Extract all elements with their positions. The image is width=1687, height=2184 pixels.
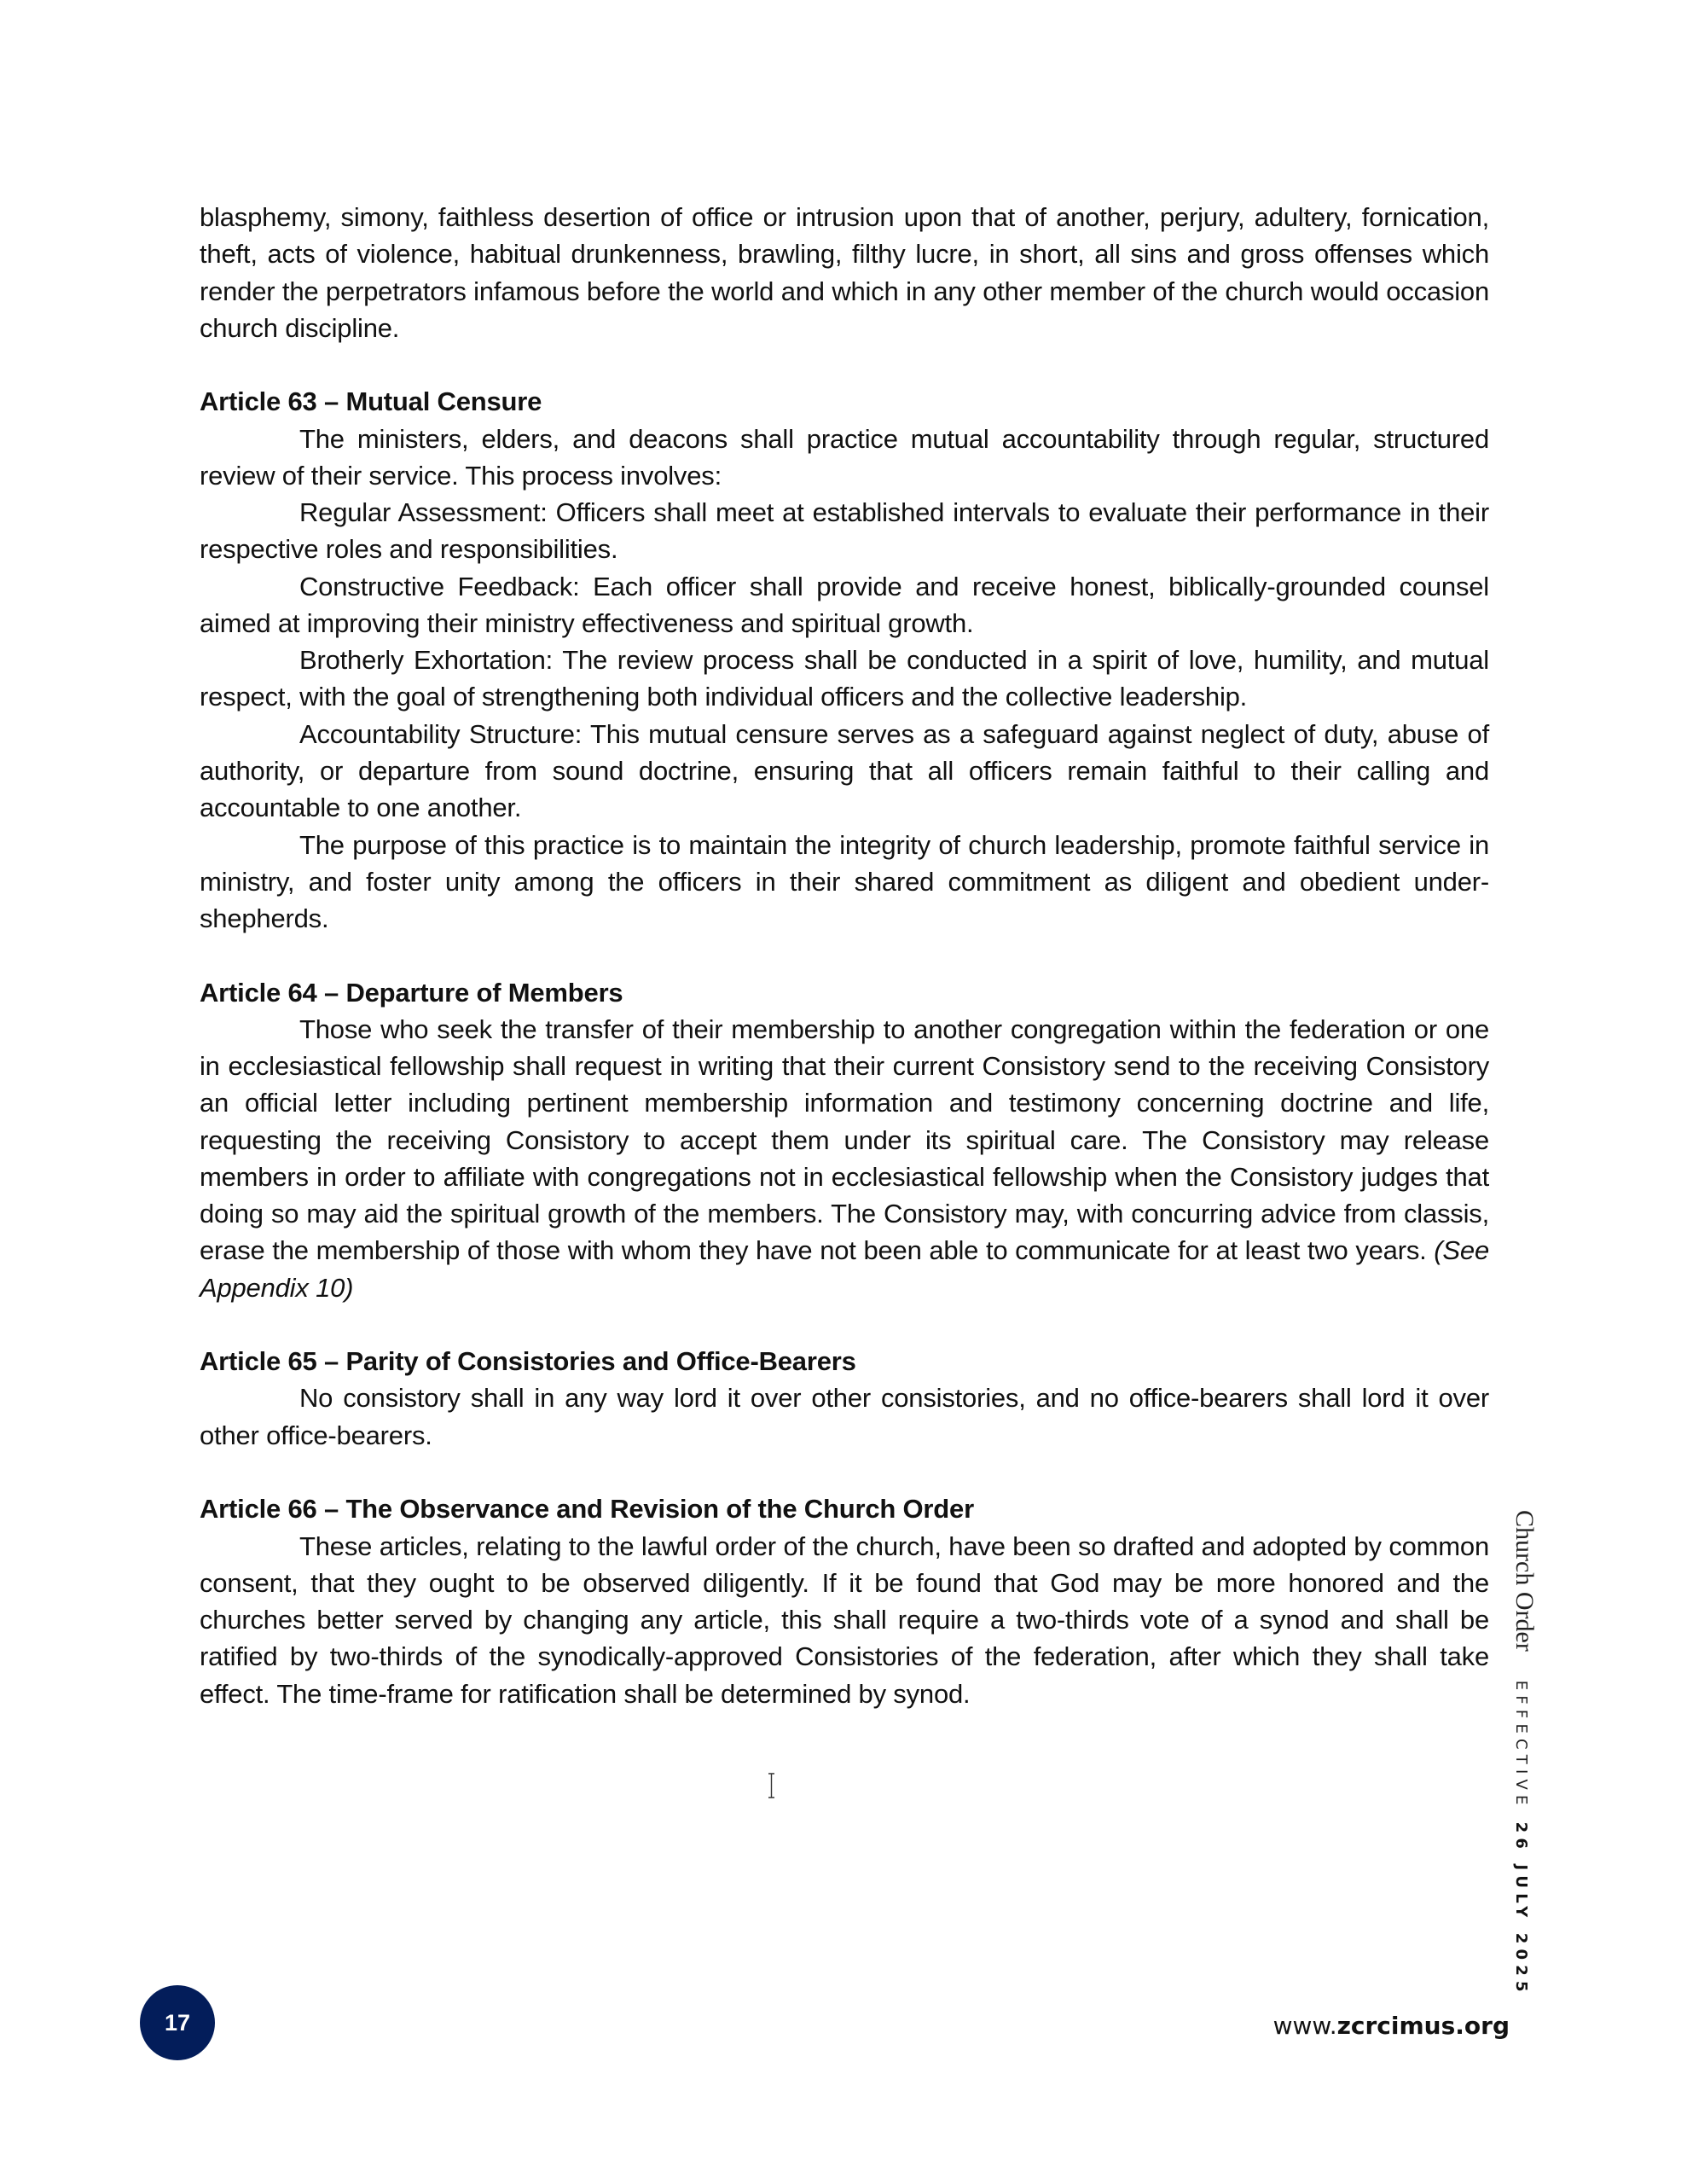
- article-paragraph: Regular Assessment: Officers shall meet at established intervals to evaluate their performance in their respective roles and responsibilities.: [200, 497, 1489, 565]
- article-paragraph: No consistory shall in any way lord it over other consistories, and no office-bearers shall lord it over other office-bearers.: [200, 1383, 1489, 1450]
- article-65: [200, 1306, 1489, 1454]
- article-paragraph: Brotherly Exhortation: The review process shall be conducted in a spirit of love, humility, and mutual respect, with the goal of strengthening both individual officers and the collective leadership.: [200, 645, 1489, 712]
- effective-label: EFFECTIVE: [1512, 1680, 1530, 1810]
- article-paragraph: Constructive Feedback: Each officer shall provide and receive honest, biblically-grounded counsel aimed at improving their ministry effectiveness and spiritual growth.: [200, 571, 1489, 638]
- effective-date: 26 JULY 2025: [1512, 1821, 1530, 1997]
- side-label: [1510, 1510, 1539, 1997]
- site-url: [1273, 2012, 1510, 2040]
- article-paragraph: [200, 1011, 1489, 1306]
- article-heading: Article 64 – Departure of Members: [200, 977, 623, 1008]
- text-cursor-icon: [768, 1773, 775, 1798]
- paragraph-text: Those who seek the transfer of their membership to another congregation within the federation or one in ecclesiastical fellowship shall request in writing that their current Consistory send to the receiving Consistory an official letter including pertinent membership information and testimony concerning doctrine and life, requesting the receiving Consistory to accept them under its spiritual care. The Consistory may release members in order to affiliate with congregations not in ecclesiastical fellowship when the Consistory judges that doing so may aid the spiritual growth of the members. The Consistory may, with concurring advice from classis, erase the membership of those with whom they have not been able to communicate for at least two years.: [200, 1014, 1489, 1266]
- article-64: [200, 937, 1489, 1306]
- document-body: [200, 199, 1489, 1712]
- article-heading: Article 65 – Parity of Consistories and Office-Bearers: [200, 1346, 856, 1377]
- article-heading: Article 66 – The Observance and Revision of the Church Order: [200, 1494, 974, 1525]
- article-paragraph: Accountability Structure: This mutual censure serves as a safeguard against neglect of duty, abuse of authority, or departure from sound doctrine, ensuring that all officers remain faithful to their calling and accountable to one another.: [200, 718, 1489, 823]
- article-66: [200, 1454, 1489, 1712]
- article-paragraph: The ministers, elders, and deacons shall practice mutual accountability through regular, structured review of their service. This process involves:: [200, 423, 1489, 491]
- page-number: 17: [164, 2009, 191, 2036]
- article-63: [200, 346, 1489, 937]
- article-heading: Article 63 – Mutual Censure: [200, 386, 542, 417]
- article-paragraph: The purpose of this practice is to maintain the integrity of church leadership, promote faithful service in ministry, and foster unity among the officers in their shared commitment as diligent and obedient under-shepherds.: [200, 829, 1489, 934]
- appendix-reference: (See Appendix 10): [200, 1235, 1489, 1303]
- url-prefix: www.: [1272, 2012, 1337, 2040]
- continuation-paragraph: blasphemy, simony, faithless desertion of office or intrusion upon that of another, perjury, adultery, fornication, theft, acts of violence, habitual drunkenness, brawling, filthy lucre, in short, all sins and gross offenses which render the perpetrators infamous before the world and which in any other member of the church would occasion church discipline.: [200, 202, 1489, 343]
- url-domain: zcrcimus.org: [1336, 2012, 1510, 2040]
- article-paragraph: These articles, relating to the lawful order of the church, have been so drafted and adopted by common consent, that they ought to be observed diligently. If it be found that God may be more honored and the churches better served by changing any article, this shall require a two-thirds vote of a synod and shall be ratified by two-thirds of the synodically-approved Consistories of the federation, after which they shall take effect. The time-frame for ratification shall be determined by synod.: [200, 1531, 1489, 1709]
- page-number-badge: [140, 1985, 215, 2060]
- side-title: Church Order: [1510, 1510, 1539, 1652]
